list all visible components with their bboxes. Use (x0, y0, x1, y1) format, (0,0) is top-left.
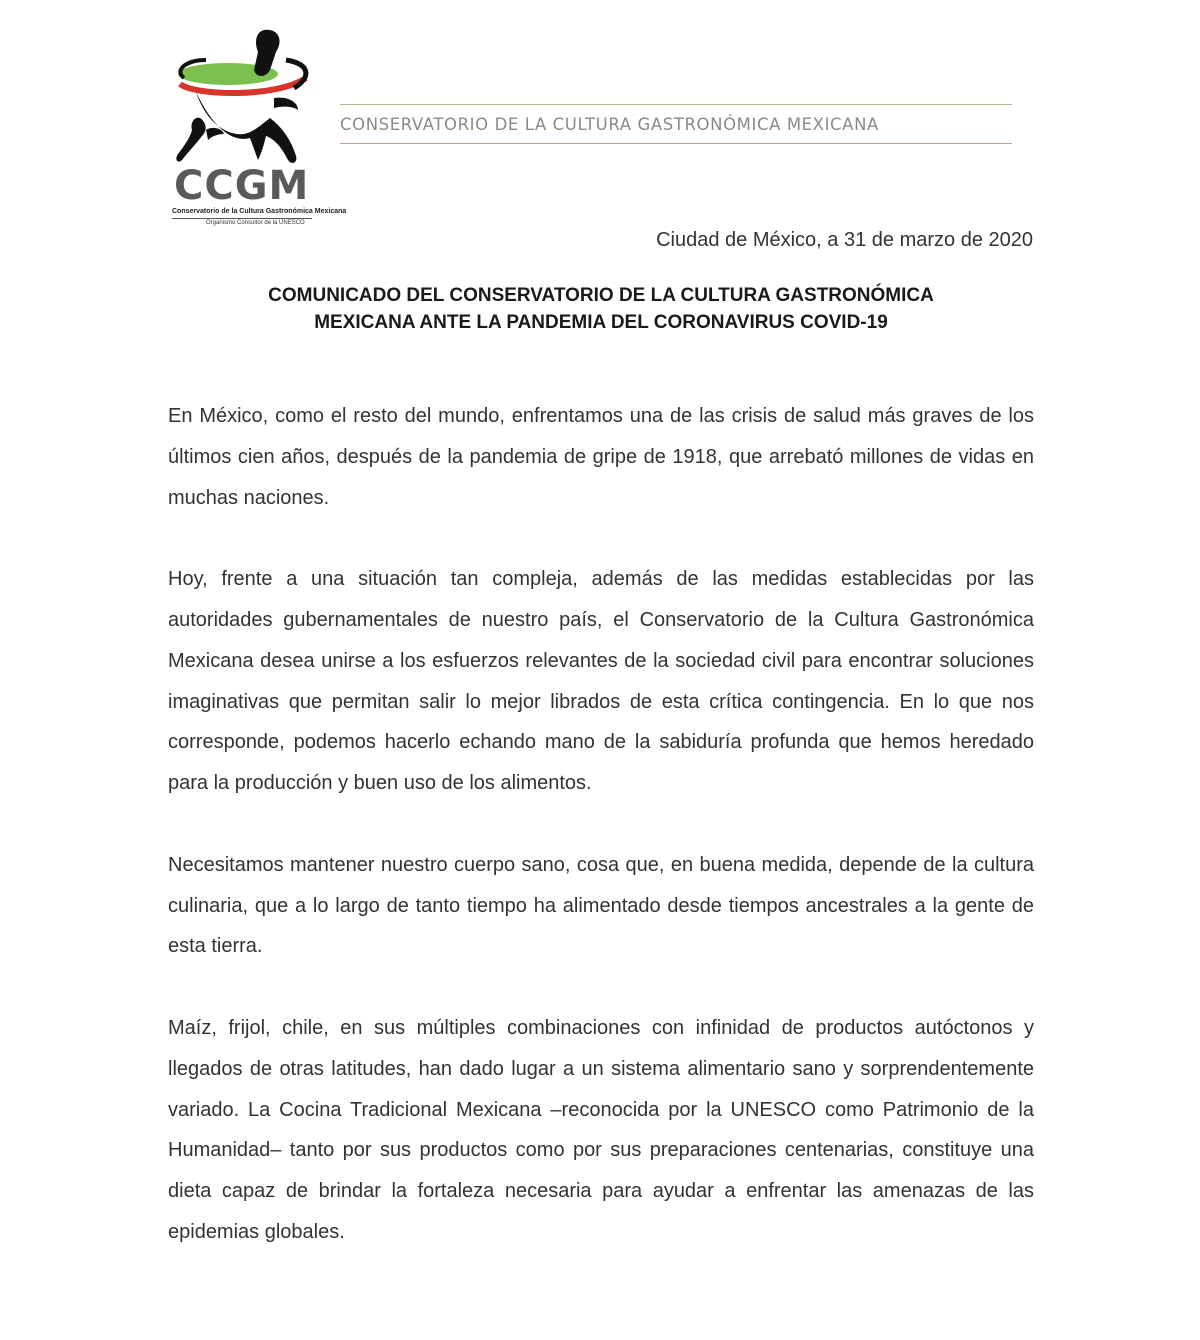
logo-divider (172, 218, 312, 219)
paragraph: Maíz, frijol, chile, en sus múltiples combinaciones con infinidad de productos autóctonos y llegados de otras latitudes, han dado lugar a un sistema alimentario sano y sorprendentemente variado. La Cocina Tradicional Mexicana –reconocida por la UNESCO como Patrimonio de la Humanidad– tanto por sus productos como por sus preparaciones centenarias, constituye una dieta capaz de brindar la fortaleza necesaria para ayudar a enfrentar las amenazas de las epidemias globales. (168, 1016, 1034, 1243)
paragraph: Necesitamos mantener nuestro cuerpo sano, cosa que, en buena medida, depende de la cultura culinaria, que a lo largo de tanto tiempo ha alimentado desde tiempos ancestrales a la gente de esta tierra. (168, 853, 1034, 958)
document-body (168, 396, 1034, 1294)
paragraph: En México, como el resto del mundo, enfrentamos una de las crisis de salud más graves de los últimos cien años, después de la pandemia de gripe de 1918, que arrebató millones de vidas en muchas naciones. (168, 405, 1034, 509)
paragraph: Hoy, frente a una situación tan compleja, además de las medidas establecidas por las autoridades gubernamentales de nuestro país, el Conservatorio de la Cultura Gastronómica Mexicana desea unirse a los esfuerzos relevantes de la sociedad civil para encontrar soluciones imaginativas que permitan salir lo mejor librados de esta crítica contingencia. En lo que nos corresponde, podemos hacerlo echando mano de la sabiduría profunda que hemos heredado para la producción y buen uso de los alimentos. (168, 568, 1034, 795)
logo-unesco-caption: Organismo Consultor de la UNESCO (206, 220, 305, 226)
mortar-pestle-emblem-icon (166, 26, 316, 174)
document-heading (168, 282, 1034, 336)
heading-line-2: MEXICANA ANTE LA PANDEMIA DEL CORONAVIRUS COVID-19 (314, 312, 888, 333)
logo-pestle (254, 30, 280, 76)
logo-acronym: CCGM (174, 163, 310, 209)
heading-line-1: COMUNICADO DEL CONSERVATORIO DE LA CULTURA GASTRONÓMICA (268, 285, 934, 306)
logo-left-leg (176, 118, 205, 162)
ccgm-logo (166, 26, 347, 231)
document-date: Ciudad de México, a 31 de marzo de 2020 (656, 229, 1033, 251)
header-rule-bottom (340, 143, 1012, 144)
header-rule-top (340, 104, 1012, 105)
logo-subtitle: Conservatorio de la Cultura Gastronómica Mexicana (172, 208, 347, 215)
header-title: CONSERVATORIO DE LA CULTURA GASTRONÓMICA MEXICANA (340, 115, 879, 134)
